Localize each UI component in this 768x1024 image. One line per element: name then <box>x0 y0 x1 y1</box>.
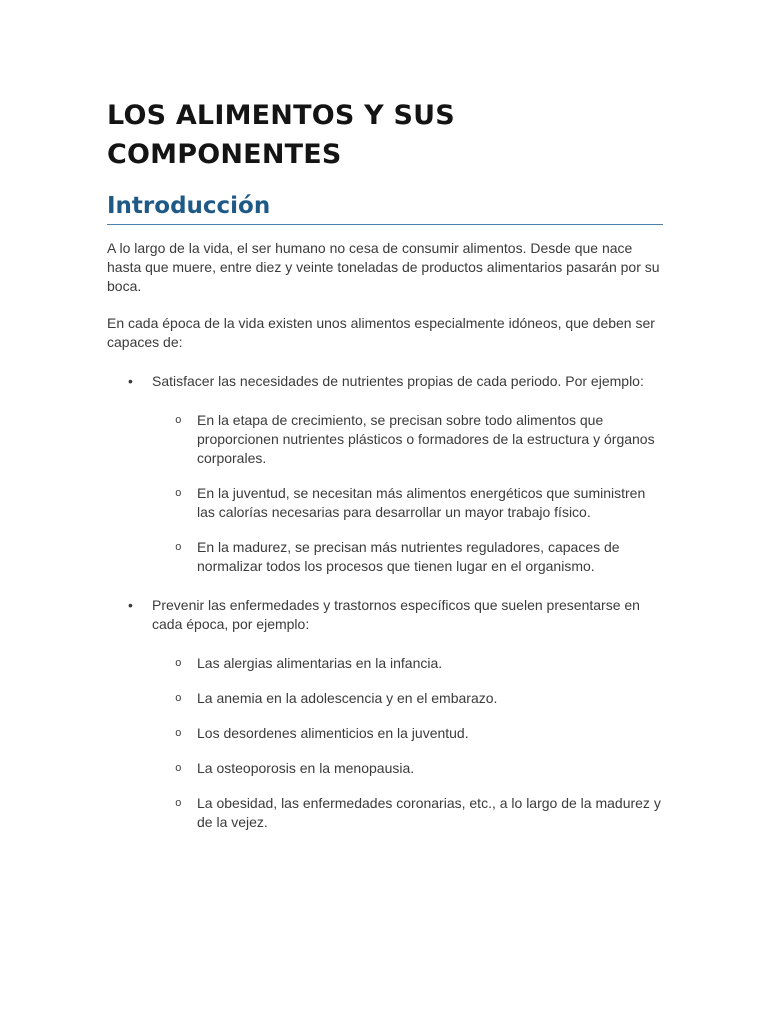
sub-item <box>152 724 663 743</box>
sub-item-text: En la madurez, se precisan más nutrientes reguladores, capaces de normalizar todos los procesos que tienen lugar en el organismo. <box>197 539 620 574</box>
bullet-item-nutrientes <box>107 372 663 576</box>
circle-marker-icon: o <box>175 728 182 740</box>
capabilities-paragraph: En cada época de la vida existen unos alimentos especialmente idóneos, que deben ser capaces de: <box>107 315 655 350</box>
sub-item-text: Las alergias alimentarias en la infancia. <box>197 655 443 671</box>
bullet-list <box>107 372 663 832</box>
circle-marker-icon: o <box>175 415 182 427</box>
sub-item-text: La anemia en la adolescencia y en el embarazo. <box>197 690 498 706</box>
sub-item-text: La obesidad, las enfermedades coronarias, etc., a lo largo de la madurez y de la vejez. <box>197 795 661 830</box>
bullet-text: Prevenir las enfermedades y trastornos específicos que suelen presentarse en cada época, por ejemplo: <box>152 597 640 632</box>
sub-item-text: Los desordenes alimenticios en la juventud. <box>197 725 469 741</box>
circle-marker-icon: o <box>175 763 182 775</box>
sub-item <box>152 759 663 778</box>
circle-marker-icon: o <box>175 798 182 810</box>
circle-marker-icon: o <box>175 693 182 705</box>
sub-list <box>152 411 663 576</box>
sub-item <box>152 794 663 832</box>
sub-item <box>152 689 663 708</box>
sub-item-text: En la etapa de crecimiento, se precisan sobre todo alimentos que proporcionen nutrientes plásticos o formadores de la estructura y órganos corporales. <box>197 412 655 466</box>
sub-item <box>152 538 663 576</box>
bullet-text: Satisfacer las necesidades de nutrientes propias de cada periodo. Por ejemplo: <box>152 373 644 389</box>
sub-item-text: La osteoporosis en la menopausia. <box>197 760 415 776</box>
sub-item-text: En la juventud, se necesitan más alimentos energéticos que suministren las calorías necesarias para desarrollar un mayor trabajo físico. <box>197 485 646 520</box>
section-heading-introduccion: Introducción <box>107 191 663 225</box>
intro-paragraph: A lo largo de la vida, el ser humano no cesa de consumir alimentos. Desde que nace hasta que muere, entre diez y veinte toneladas de productos alimentarios pasarán por su boca. <box>107 240 660 294</box>
circle-marker-icon: o <box>175 542 182 554</box>
bullet-item-prevenir <box>107 596 663 832</box>
bullet-marker-icon: • <box>128 597 133 613</box>
bullet-marker-icon: • <box>128 373 133 389</box>
circle-marker-icon: o <box>175 488 182 500</box>
sub-item <box>152 411 663 468</box>
sub-item <box>152 484 663 522</box>
document-title: LOS ALIMENTOS Y SUS COMPONENTES <box>107 100 455 170</box>
sub-item <box>152 654 663 673</box>
document-page <box>107 96 663 852</box>
circle-marker-icon: o <box>175 658 182 670</box>
sub-list <box>152 654 663 832</box>
